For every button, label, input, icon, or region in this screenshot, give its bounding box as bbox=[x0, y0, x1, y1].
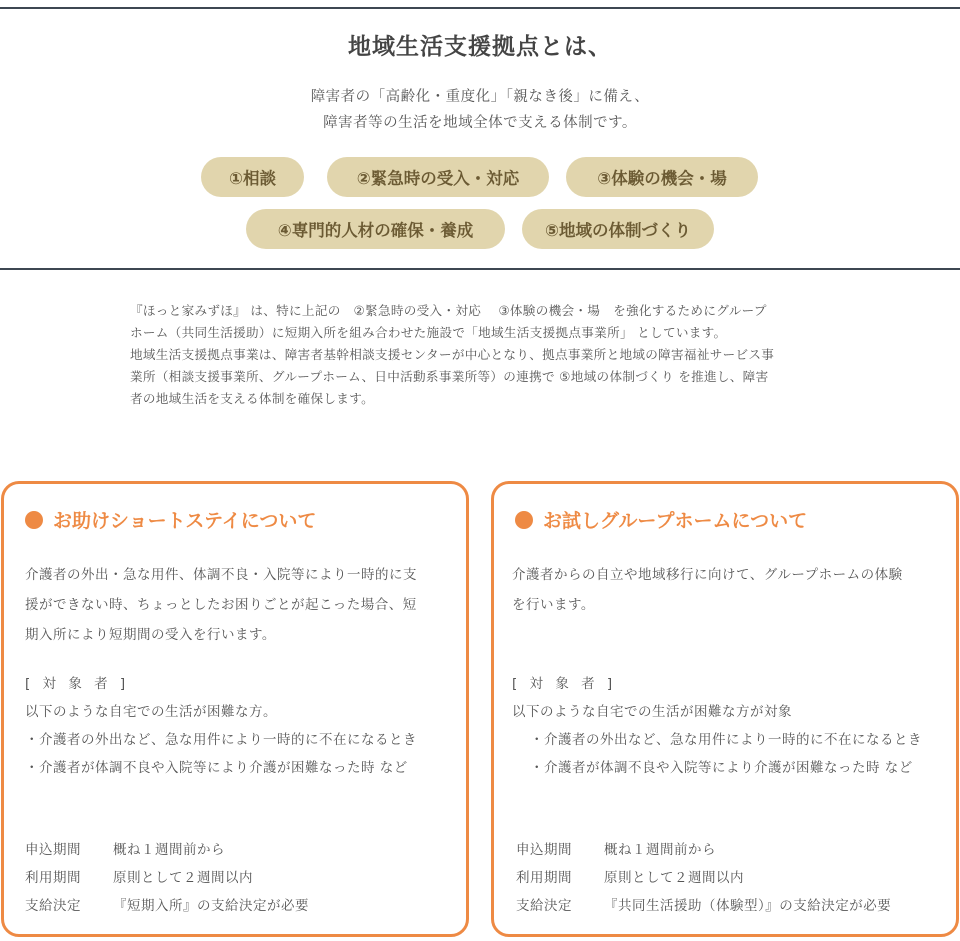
info-row-apply bbox=[516, 836, 891, 864]
info-value: 原則として２週間以内 bbox=[604, 870, 744, 886]
info-value: 『短期入所』の支給決定が必要 bbox=[113, 898, 309, 914]
info-value: 『共同生活援助（体験型）』の支給決定が必要 bbox=[604, 898, 892, 914]
trial-group-home-card bbox=[491, 481, 959, 937]
function-pill-experience: ③体験の機会・場 bbox=[566, 157, 758, 197]
short-stay-title-text: お助けショートステイについて bbox=[53, 510, 317, 532]
function-pill-community: ⑤地域の体制づくり bbox=[522, 209, 714, 249]
info-value: 概ね１週間前から bbox=[604, 842, 716, 858]
info-label: 支給決定 bbox=[25, 898, 81, 914]
description-line: 者の地域生活を支える体制を確保します。 bbox=[130, 391, 374, 406]
info-label: 利用期間 bbox=[516, 870, 572, 886]
body-line: を行います。 bbox=[512, 597, 595, 613]
target-line: ・介護者の外出など、急な用件により一時的に不在になるとき bbox=[530, 732, 922, 748]
target-line: 以下のような自宅での生活が困難な方。 bbox=[25, 704, 277, 720]
info-label: 申込期間 bbox=[25, 842, 81, 858]
target-line: ・介護者の外出など、急な用件により一時的に不在になるとき bbox=[25, 732, 417, 748]
bullet-dot-icon bbox=[515, 511, 533, 529]
target-list bbox=[25, 698, 417, 782]
target-heading: [ 対 象 者 ] bbox=[512, 676, 617, 692]
short-stay-card bbox=[1, 481, 469, 937]
function-pill-emergency: ②緊急時の受入・対応 bbox=[327, 157, 549, 197]
target-line: ・介護者が体調不良や入院等により介護が困難なった時 など bbox=[530, 760, 913, 776]
target-heading: [ 対 象 者 ] bbox=[25, 676, 130, 692]
bottom-divider bbox=[0, 268, 960, 270]
description-line: 地域生活支援拠点事業は、障害者基幹相談支援センターが中心となり、拠点事業所と地域の障害福祉サービス事 bbox=[130, 347, 775, 362]
info-value: 原則として２週間以内 bbox=[113, 870, 253, 886]
info-row-period bbox=[516, 864, 891, 892]
description-line: ホーム（共同生活援助）に短期入所を組み合わせた施設で「地域生活支援拠点事業所」 としています。 bbox=[130, 325, 727, 340]
target-line: 以下のような自宅での生活が困難な方が対象 bbox=[512, 704, 792, 720]
function-pill-specialists: ④専門的人材の確保・養成 bbox=[246, 209, 505, 249]
target-line: ・介護者が体調不良や入院等により介護が困難なった時 など bbox=[25, 760, 408, 776]
trial-title-text: お試しグループホームについて bbox=[543, 510, 808, 532]
target-list bbox=[512, 698, 922, 782]
info-label: 申込期間 bbox=[516, 842, 572, 858]
trial-card-title bbox=[515, 506, 807, 533]
info-row-period bbox=[25, 864, 309, 892]
function-pill-consultation: ①相談 bbox=[201, 157, 304, 197]
intro-title: 地域生活支援拠点とは、 bbox=[348, 33, 612, 60]
short-stay-body bbox=[25, 560, 455, 650]
bullet-dot-icon bbox=[25, 511, 43, 529]
description-line: 『ほっと家みずほ』 は、特に上記の ②緊急時の受入・対応 ③体験の機会・場 を強化するためにグループ bbox=[130, 303, 767, 318]
info-label: 支給決定 bbox=[516, 898, 572, 914]
info-value: 概ね１週間前から bbox=[113, 842, 225, 858]
info-row-decision bbox=[25, 892, 309, 920]
info-row-apply bbox=[25, 836, 309, 864]
trial-body bbox=[512, 560, 942, 620]
info-table bbox=[25, 836, 309, 920]
top-divider bbox=[0, 7, 960, 9]
info-label: 利用期間 bbox=[25, 870, 81, 886]
intro-text-line-2: 障害者等の生活を地域全体で支える体制です。 bbox=[323, 115, 637, 131]
body-line: 援ができない時、ちょっとしたお困りごとが起こった場合、短 bbox=[25, 597, 417, 613]
body-line: 期入所により短期間の受入を行います。 bbox=[25, 627, 276, 643]
description-line: 業所（相談支援事業所、グループホーム、日中活動系事業所等）の連携で ⑤地域の体制づくり を推進し、障害 bbox=[130, 369, 769, 384]
short-stay-card-title bbox=[25, 506, 316, 533]
info-table bbox=[516, 836, 891, 920]
info-row-decision bbox=[516, 892, 891, 920]
body-line: 介護者の外出・急な用件、体調不良・入院等により一時的に支 bbox=[25, 567, 417, 583]
intro-text-line-1: 障害者の「高齢化・重度化」「親なき後」に備え、 bbox=[310, 89, 650, 105]
description-block bbox=[130, 300, 835, 410]
body-line: 介護者からの自立や地域移行に向けて、グループホームの体験 bbox=[512, 567, 903, 583]
